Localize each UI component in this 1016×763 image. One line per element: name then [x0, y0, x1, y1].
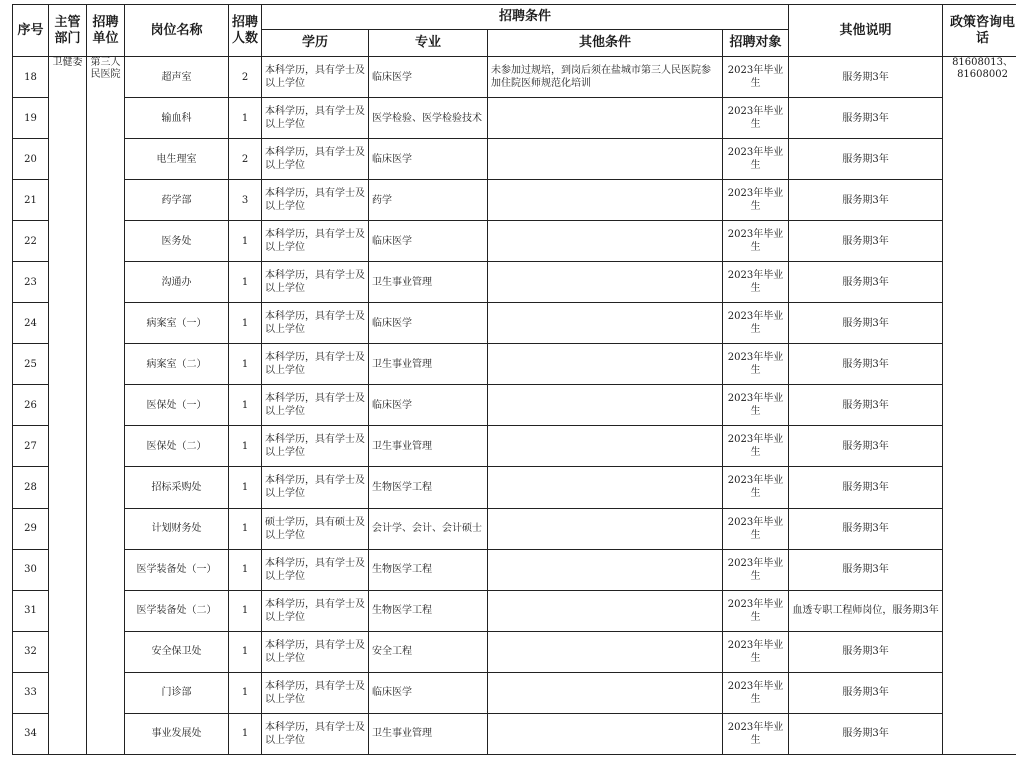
cell-other [488, 344, 723, 385]
table-row [13, 262, 1016, 303]
header-post: 岗位名称 [125, 5, 229, 57]
cell-seq: 23 [13, 262, 49, 303]
cell-major: 临床医学 [369, 303, 488, 344]
cell-major: 卫生事业管理 [369, 262, 488, 303]
table-row [13, 139, 1016, 180]
cell-major: 医学检验、医学检验技术 [369, 98, 488, 139]
cell-other [488, 139, 723, 180]
cell-count: 1 [229, 221, 262, 262]
cell-target: 2023年毕业生 [723, 426, 789, 467]
cell-seq: 31 [13, 590, 49, 631]
cell-target: 2023年毕业生 [723, 508, 789, 549]
cell-other [488, 426, 723, 467]
header-unit: 招聘单位 [87, 5, 125, 57]
header-target: 招聘对象 [723, 30, 789, 57]
table-row [13, 385, 1016, 426]
cell-notes: 服务期3年 [789, 139, 943, 180]
cell-edu: 本科学历，具有学士及以上学位 [262, 98, 369, 139]
cell-notes: 服务期3年 [789, 672, 943, 713]
header-phone: 政策咨询电话 [943, 5, 1016, 57]
cell-target: 2023年毕业生 [723, 262, 789, 303]
cell-count: 1 [229, 344, 262, 385]
cell-edu: 本科学历，具有学士及以上学位 [262, 590, 369, 631]
cell-edu: 本科学历，具有学士及以上学位 [262, 221, 369, 262]
cell-post: 医保处（二） [125, 426, 229, 467]
cell-major: 安全工程 [369, 631, 488, 672]
cell-post: 计划财务处 [125, 508, 229, 549]
cell-target: 2023年毕业生 [723, 344, 789, 385]
cell-edu: 本科学历，具有学士及以上学位 [262, 139, 369, 180]
cell-count: 2 [229, 139, 262, 180]
cell-post: 医务处 [125, 221, 229, 262]
cell-target: 2023年毕业生 [723, 467, 789, 508]
cell-seq: 29 [13, 508, 49, 549]
cell-other [488, 672, 723, 713]
cell-target: 2023年毕业生 [723, 672, 789, 713]
cell-count: 1 [229, 385, 262, 426]
cell-count: 1 [229, 590, 262, 631]
cell-edu: 本科学历，具有学士及以上学位 [262, 262, 369, 303]
table-row [13, 549, 1016, 590]
cell-major: 临床医学 [369, 221, 488, 262]
cell-edu: 本科学历，具有学士及以上学位 [262, 549, 369, 590]
cell-edu: 本科学历，具有学士及以上学位 [262, 467, 369, 508]
cell-seq: 28 [13, 467, 49, 508]
cell-notes: 服务期3年 [789, 508, 943, 549]
cell-major: 卫生事业管理 [369, 344, 488, 385]
header-major: 专业 [369, 30, 488, 57]
header-dept: 主管部门 [49, 5, 87, 57]
cell-count: 3 [229, 180, 262, 221]
cell-notes: 服务期3年 [789, 221, 943, 262]
cell-other [488, 590, 723, 631]
table-row [13, 98, 1016, 139]
cell-seq: 25 [13, 344, 49, 385]
cell-edu: 本科学历，具有学士及以上学位 [262, 631, 369, 672]
cell-count: 1 [229, 713, 262, 754]
cell-major: 临床医学 [369, 672, 488, 713]
header-conditions: 招聘条件 [262, 5, 789, 30]
cell-target: 2023年毕业生 [723, 221, 789, 262]
table-row [13, 303, 1016, 344]
cell-edu: 本科学历，具有学士及以上学位 [262, 713, 369, 754]
table-row [13, 590, 1016, 631]
table-row [13, 221, 1016, 262]
cell-other [488, 98, 723, 139]
table-row [13, 508, 1016, 549]
cell-other [488, 467, 723, 508]
cell-seq: 18 [13, 57, 49, 98]
table-row [13, 467, 1016, 508]
cell-major: 临床医学 [369, 385, 488, 426]
table-row [13, 631, 1016, 672]
cell-seq: 21 [13, 180, 49, 221]
header-edu: 学历 [262, 30, 369, 57]
cell-count: 1 [229, 303, 262, 344]
cell-notes: 服务期3年 [789, 549, 943, 590]
cell-count: 1 [229, 672, 262, 713]
table-row [13, 344, 1016, 385]
cell-other [488, 549, 723, 590]
cell-major: 药学 [369, 180, 488, 221]
cell-seq: 26 [13, 385, 49, 426]
header-notes: 其他说明 [789, 5, 943, 57]
cell-other [488, 180, 723, 221]
recruitment-table [12, 4, 1016, 755]
cell-count: 1 [229, 467, 262, 508]
cell-notes: 服务期3年 [789, 426, 943, 467]
cell-target: 2023年毕业生 [723, 385, 789, 426]
cell-major: 卫生事业管理 [369, 426, 488, 467]
cell-post: 安全保卫处 [125, 631, 229, 672]
cell-target: 2023年毕业生 [723, 549, 789, 590]
cell-unit: 第三人民医院 [87, 57, 125, 755]
cell-major: 生物医学工程 [369, 467, 488, 508]
cell-notes: 服务期3年 [789, 262, 943, 303]
cell-other [488, 385, 723, 426]
cell-notes: 服务期3年 [789, 180, 943, 221]
table-header [13, 5, 1016, 57]
cell-other [488, 508, 723, 549]
cell-target: 2023年毕业生 [723, 57, 789, 98]
cell-edu: 本科学历，具有学士及以上学位 [262, 426, 369, 467]
cell-target: 2023年毕业生 [723, 631, 789, 672]
cell-notes: 服务期3年 [789, 344, 943, 385]
table-row [13, 713, 1016, 754]
cell-other [488, 262, 723, 303]
cell-seq: 19 [13, 98, 49, 139]
cell-count: 1 [229, 631, 262, 672]
cell-seq: 27 [13, 426, 49, 467]
cell-post: 病案室（二） [125, 344, 229, 385]
cell-count: 1 [229, 549, 262, 590]
header-count: 招聘人数 [229, 5, 262, 57]
table-body [13, 57, 1016, 755]
cell-post: 招标采购处 [125, 467, 229, 508]
cell-target: 2023年毕业生 [723, 98, 789, 139]
cell-post: 门诊部 [125, 672, 229, 713]
cell-major: 临床医学 [369, 57, 488, 98]
cell-major: 生物医学工程 [369, 590, 488, 631]
table-row [13, 672, 1016, 713]
cell-notes: 服务期3年 [789, 713, 943, 754]
cell-seq: 32 [13, 631, 49, 672]
cell-seq: 34 [13, 713, 49, 754]
cell-target: 2023年毕业生 [723, 180, 789, 221]
cell-count: 1 [229, 508, 262, 549]
cell-other [488, 303, 723, 344]
cell-post: 电生理室 [125, 139, 229, 180]
cell-edu: 本科学历，具有学士及以上学位 [262, 672, 369, 713]
cell-post: 沟通办 [125, 262, 229, 303]
cell-other [488, 631, 723, 672]
cell-phone: 81608013、81608002 [943, 57, 1016, 755]
table-row [13, 57, 1016, 98]
cell-post: 药学部 [125, 180, 229, 221]
cell-seq: 22 [13, 221, 49, 262]
cell-post: 病案室（一） [125, 303, 229, 344]
cell-dept: 卫健委 [49, 57, 87, 755]
cell-post: 事业发展处 [125, 713, 229, 754]
cell-target: 2023年毕业生 [723, 139, 789, 180]
cell-edu: 本科学历，具有学士及以上学位 [262, 57, 369, 98]
cell-seq: 20 [13, 139, 49, 180]
cell-target: 2023年毕业生 [723, 713, 789, 754]
cell-target: 2023年毕业生 [723, 590, 789, 631]
cell-count: 1 [229, 98, 262, 139]
cell-count: 2 [229, 57, 262, 98]
cell-seq: 30 [13, 549, 49, 590]
cell-edu: 本科学历，具有学士及以上学位 [262, 303, 369, 344]
cell-post: 医学装备处（一） [125, 549, 229, 590]
cell-other [488, 221, 723, 262]
cell-notes: 服务期3年 [789, 303, 943, 344]
cell-notes: 服务期3年 [789, 467, 943, 508]
cell-post: 输血科 [125, 98, 229, 139]
cell-edu: 硕士学历，具有硕士及以上学位 [262, 508, 369, 549]
cell-major: 生物医学工程 [369, 549, 488, 590]
cell-notes: 服务期3年 [789, 57, 943, 98]
cell-post: 医学装备处（二） [125, 590, 229, 631]
cell-notes: 服务期3年 [789, 631, 943, 672]
cell-count: 1 [229, 426, 262, 467]
table-row [13, 180, 1016, 221]
cell-major: 卫生事业管理 [369, 713, 488, 754]
cell-target: 2023年毕业生 [723, 303, 789, 344]
header-other: 其他条件 [488, 30, 723, 57]
cell-notes: 血透专职工程师岗位，服务期3年 [789, 590, 943, 631]
cell-other: 未参加过规培，到岗后须在盐城市第三人民医院参加住院医师规范化培训 [488, 57, 723, 98]
cell-post: 超声室 [125, 57, 229, 98]
cell-other [488, 713, 723, 754]
cell-seq: 24 [13, 303, 49, 344]
cell-count: 1 [229, 262, 262, 303]
cell-notes: 服务期3年 [789, 385, 943, 426]
cell-edu: 本科学历，具有学士及以上学位 [262, 180, 369, 221]
table-row [13, 426, 1016, 467]
cell-notes: 服务期3年 [789, 98, 943, 139]
cell-edu: 本科学历，具有学士及以上学位 [262, 344, 369, 385]
cell-seq: 33 [13, 672, 49, 713]
cell-post: 医保处（一） [125, 385, 229, 426]
header-seq: 序号 [13, 5, 49, 57]
cell-major: 临床医学 [369, 139, 488, 180]
cell-major: 会计学、会计、会计硕士 [369, 508, 488, 549]
cell-edu: 本科学历，具有学士及以上学位 [262, 385, 369, 426]
